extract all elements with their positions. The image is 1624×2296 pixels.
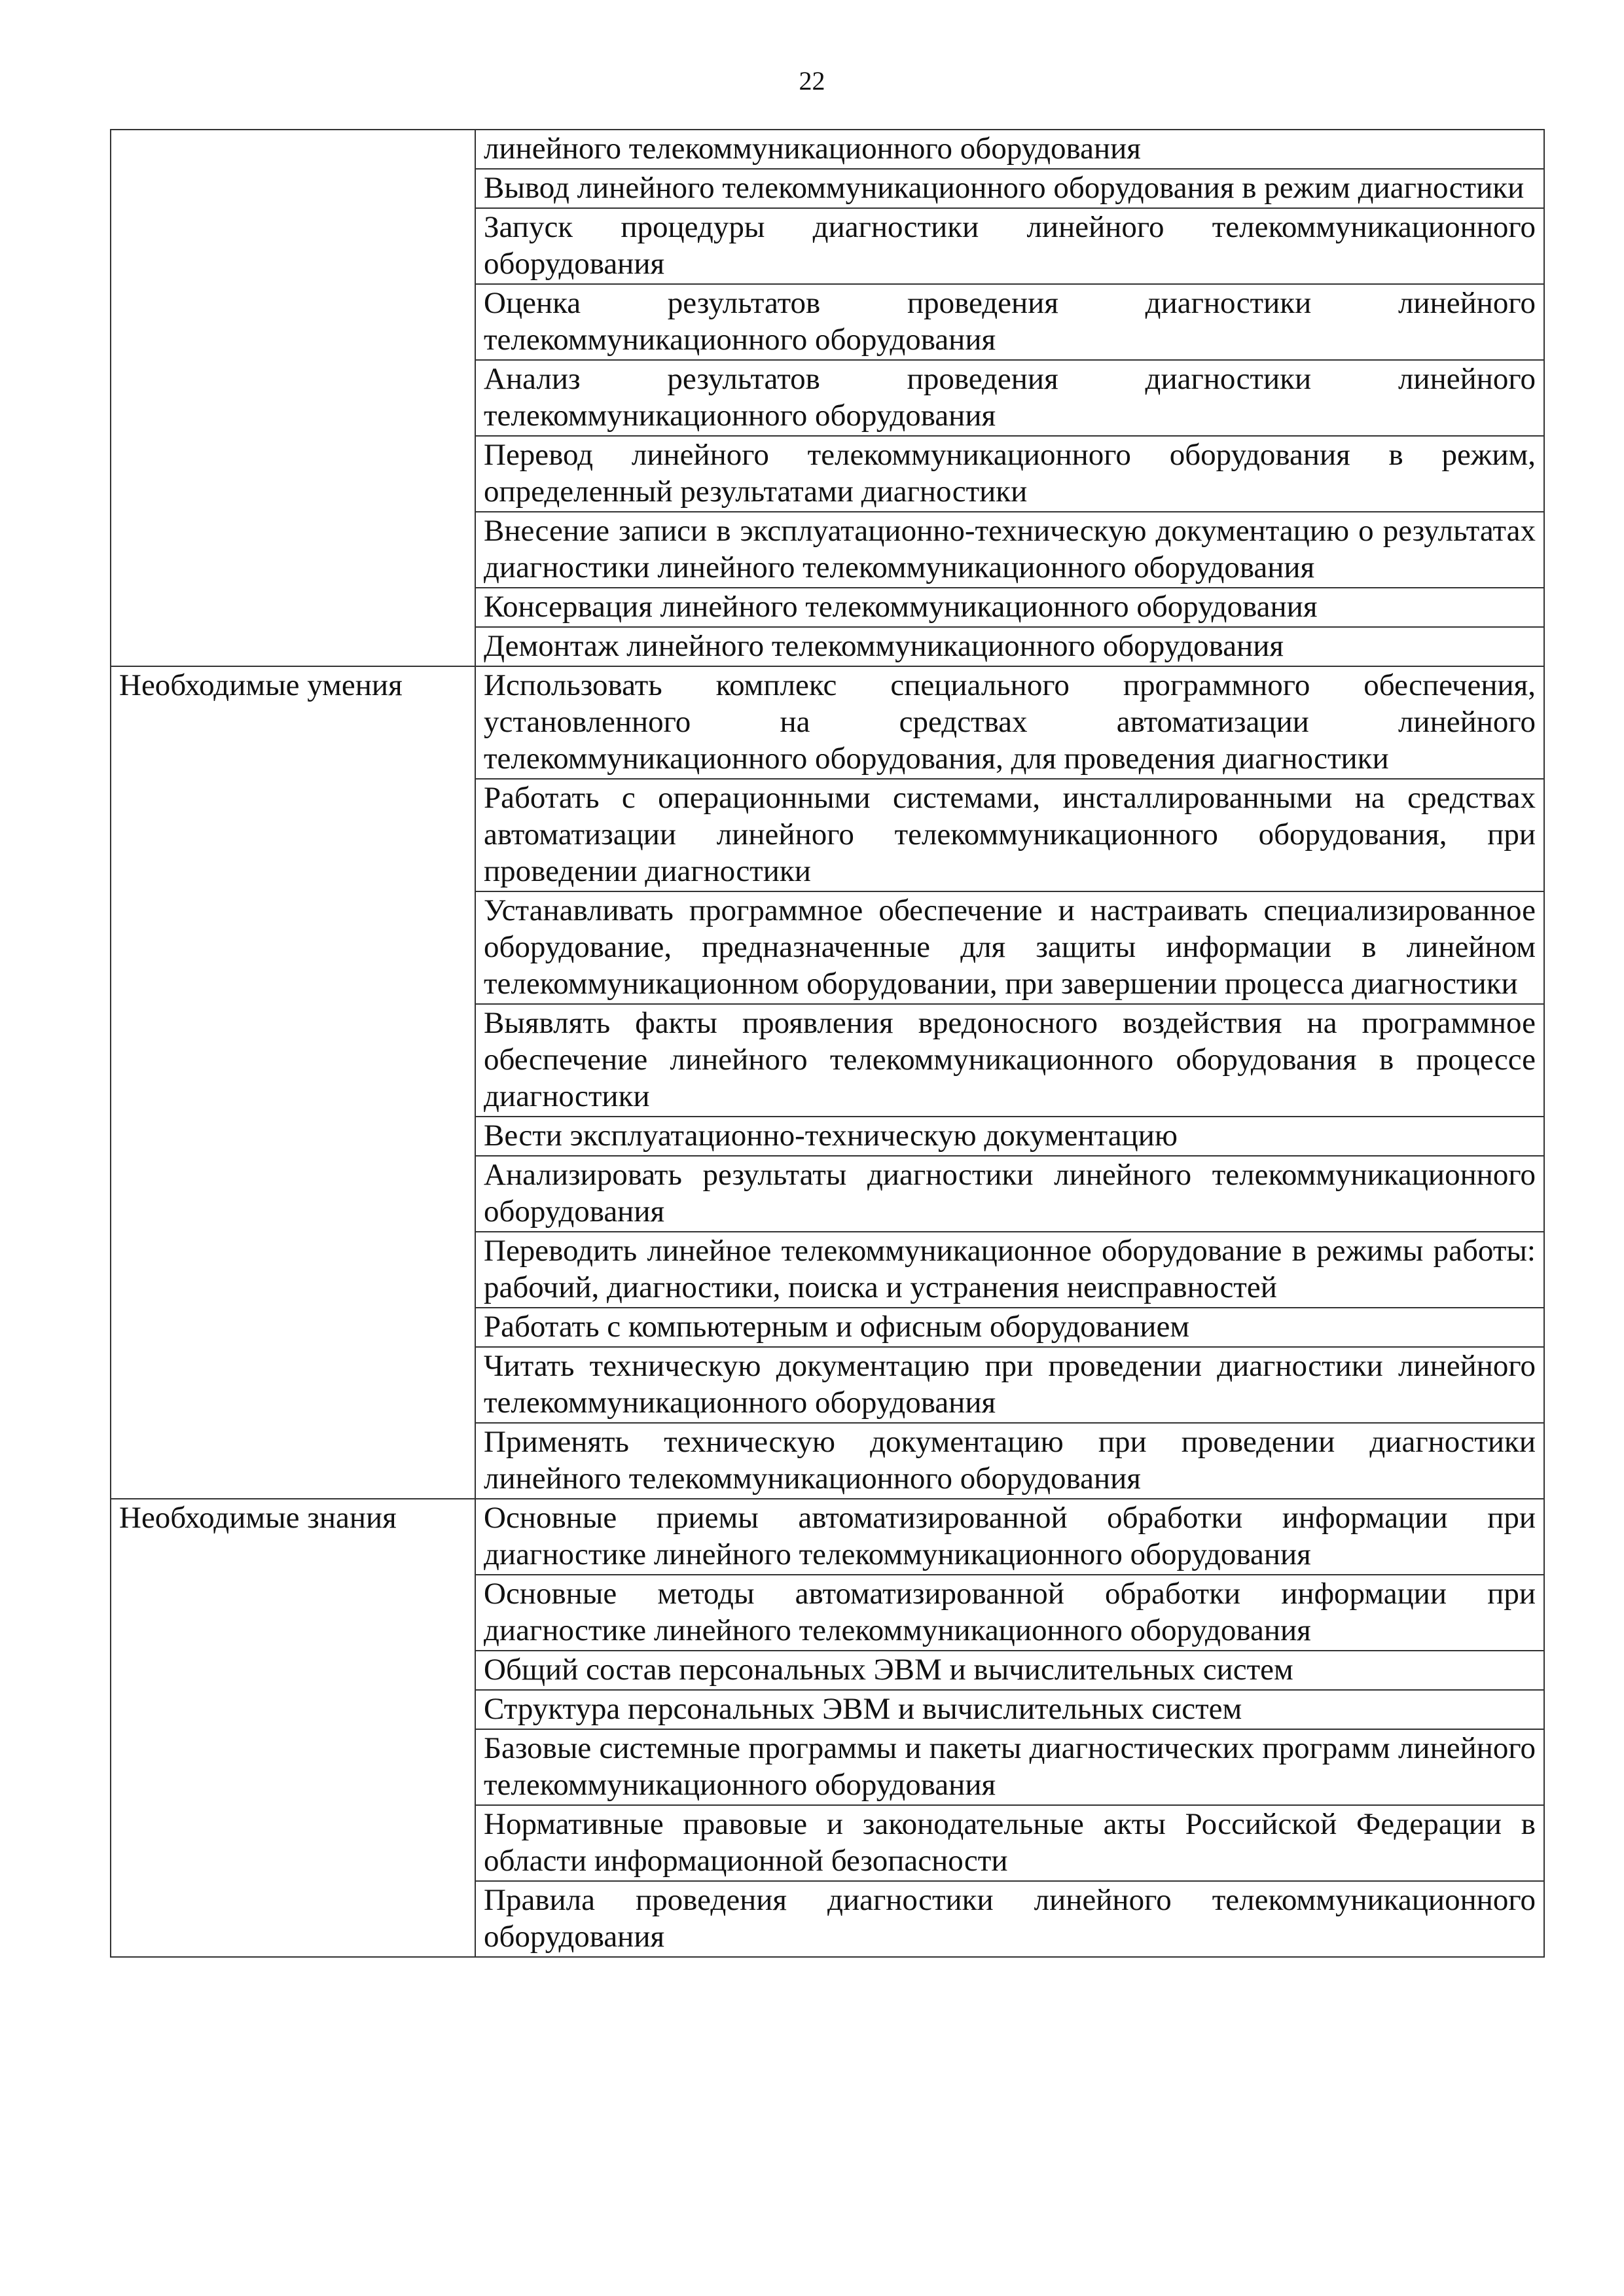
requirement-item: Основные приемы автоматизированной обработки информации при диагностике линейного телекоммуникационного оборудования: [475, 1499, 1544, 1575]
requirement-item: Структура персональных ЭВМ и вычислительных систем: [475, 1690, 1544, 1729]
requirement-item: Читать техническую документацию при проведении диагностики линейного телекоммуникационного оборудования: [475, 1347, 1544, 1423]
requirement-item: Работать с компьютерным и офисным оборудованием: [475, 1308, 1544, 1347]
requirement-item: Применять техническую документацию при проведении диагностики линейного телекоммуникационного оборудования: [475, 1423, 1544, 1499]
table-row: [111, 130, 1544, 169]
requirement-item: Запуск процедуры диагностики линейного телекоммуникационного оборудования: [475, 208, 1544, 284]
table-row: [111, 666, 1544, 779]
requirement-item: Использовать комплекс специального программного обеспечения, установленного на средствах автоматизации линейного телекоммуникационного оборудования, для проведения диагностики: [475, 666, 1544, 779]
requirement-item: Устанавливать программное обеспечение и настраивать специализированное оборудование, предназначенные для защиты информации в линейном телекоммуникационном оборудовании, при завершении процесса диагностики: [475, 891, 1544, 1004]
section-label: Необходимые знания: [111, 1499, 475, 1957]
section-label: Необходимые умения: [111, 666, 475, 1499]
requirement-item: Анализ результатов проведения диагностики линейного телекоммуникационного оборудования: [475, 360, 1544, 436]
requirement-item: Выявлять факты проявления вредоносного воздействия на программное обеспечение линейного телекоммуникационного оборудования в процессе диагностики: [475, 1004, 1544, 1117]
requirement-item: Анализировать результаты диагностики линейного телекоммуникационного оборудования: [475, 1156, 1544, 1232]
requirement-item: Работать с операционными системами, инсталлированными на средствах автоматизации линейного телекоммуникационного оборудования, при проведении диагностики: [475, 779, 1544, 891]
requirement-item: Переводить линейное телекоммуникационное оборудование в режимы работы: рабочий, диагностики, поиска и устранения неисправностей: [475, 1232, 1544, 1308]
page-number: 22: [799, 66, 825, 96]
requirement-item: Демонтаж линейного телекоммуникационного оборудования: [475, 627, 1544, 666]
requirement-item: Общий состав персональных ЭВМ и вычислительных систем: [475, 1651, 1544, 1690]
requirement-item: Правила проведения диагностики линейного телекоммуникационного оборудования: [475, 1881, 1544, 1957]
requirement-item: Вести эксплуатационно-техническую документацию: [475, 1117, 1544, 1156]
requirement-item: Оценка результатов проведения диагностики линейного телекоммуникационного оборудования: [475, 284, 1544, 360]
requirement-item: Вывод линейного телекоммуникационного оборудования в режим диагностики: [475, 169, 1544, 208]
requirements-table: [110, 129, 1545, 1958]
requirement-item: Перевод линейного телекоммуникационного оборудования в режим, определенный результатами диагностики: [475, 436, 1544, 512]
requirement-item: линейного телекоммуникационного оборудования: [475, 130, 1544, 169]
requirement-item: Основные методы автоматизированной обработки информации при диагностике линейного телекоммуникационного оборудования: [475, 1575, 1544, 1651]
section-label: [111, 130, 475, 666]
requirement-item: Нормативные правовые и законодательные акты Российской Федерации в области информационной безопасности: [475, 1805, 1544, 1881]
requirement-item: Консервация линейного телекоммуникационного оборудования: [475, 588, 1544, 627]
requirement-item: Внесение записи в эксплуатационно-техническую документацию о результатах диагностики линейного телекоммуникационного оборудования: [475, 512, 1544, 588]
requirement-item: Базовые системные программы и пакеты диагностических программ линейного телекоммуникационного оборудования: [475, 1729, 1544, 1805]
table-row: [111, 1499, 1544, 1575]
